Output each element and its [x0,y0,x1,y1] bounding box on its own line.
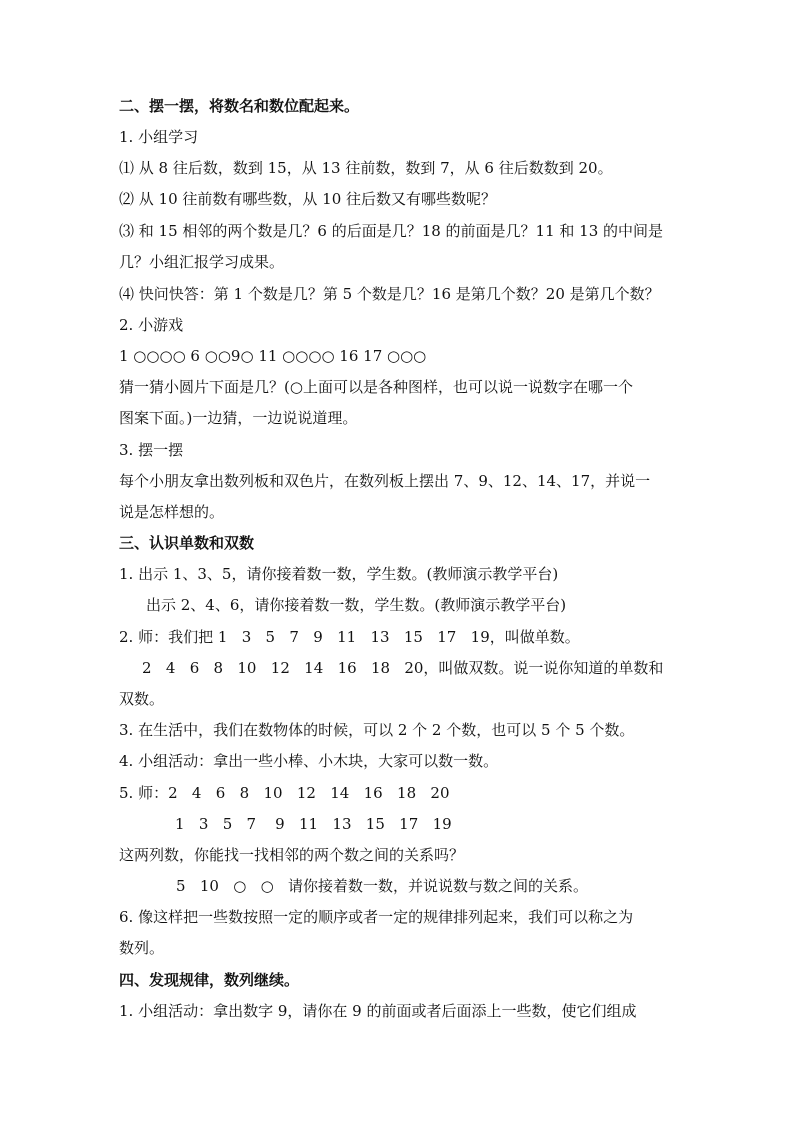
section-heading-4: 四、发现规律，数列继续。 [119,971,300,989]
even-number-row: 5. 师：2 4 6 8 10 12 14 16 18 20 [119,784,450,802]
text-line: 每个小朋友拿出数列板和双色片，在数列板上摆出 7、9、12、14、17，并说一 [119,472,651,490]
odd-number-row: 1 3 5 7 9 11 13 15 17 19 [175,815,452,833]
text-line: ⑶ 和 15 相邻的两个数是几？6 的后面是几？18 的前面是几？11 和 13 的中间是 [119,222,664,240]
text-line: ⑴ 从 8 往后数，数到 15，从 13 往前数，数到 7，从 6 往后数数到 20。 [119,159,613,177]
text-line: 说是怎样想的。 [119,503,225,521]
text-line: 5 10 ○ ○ 请你接着数一数，并说说数与数之间的关系。 [176,877,589,895]
item-1-title: 1. 小组学习 [119,128,199,146]
number-sequence-with-circles: 1 ○○○○ 6 ○○9○ 11 ○○○○ 16 17 ○○○ [119,347,427,365]
text-line: 1. 小组活动：拿出数字 9，请你在 9 的前面或者后面添上一些数，使它们组成 [119,1002,637,1020]
item-2-title: 2. 小游戏 [119,316,184,334]
text-line: ⑵ 从 10 往前数有哪些数，从 10 往后数又有哪些数呢？ [119,190,497,208]
text-line: 图案下面。)一边猜，一边说说道理。 [119,409,358,427]
text-line: 2 4 6 8 10 12 14 16 18 20，叫做双数。说一说你知道的单数和 [142,659,664,677]
text-line: 2. 师：我们把 1 3 5 7 9 11 13 15 17 19，叫做单数。 [119,628,580,646]
text-line: 双数。 [119,690,165,708]
text-line: 几？小组汇报学习成果。 [119,253,285,271]
section-heading-3: 三、认识单数和双数 [119,534,255,552]
text-line: 3. 在生活中，我们在数物体的时候，可以 2 个 2 个数，也可以 5 个 5 个数。 [119,721,635,739]
text-line: 数列。 [119,939,165,957]
text-line: 这两列数，你能找一找相邻的两个数之间的关系吗？ [119,846,465,864]
item-3-title: 3. 摆一摆 [119,441,184,459]
section-heading-2: 二、摆一摆，将数名和数位配起来。 [119,97,360,115]
text-line: 4. 小组活动：拿出一些小棒、小木块，大家可以数一数。 [119,752,499,770]
text-line: 猜一猜小圆片下面是几？(○上面可以是各种图样，也可以说一说数字在哪一个 [119,378,633,396]
text-line: 6. 像这样把一些数按照一定的顺序或者一定的规律排列起来，我们可以称之为 [119,908,634,926]
text-line: 1. 出示 1、3、5，请你接着数一数，学生数。(教师演示教学平台) [119,565,559,583]
text-line: ⑷ 快问快答：第 1 个数是几？第 5 个数是几？16 是第几个数？20 是第几个数？ [119,285,660,303]
text-line: 出示 2、4、6，请你接着数一数，学生数。(教师演示教学平台) [146,596,567,614]
